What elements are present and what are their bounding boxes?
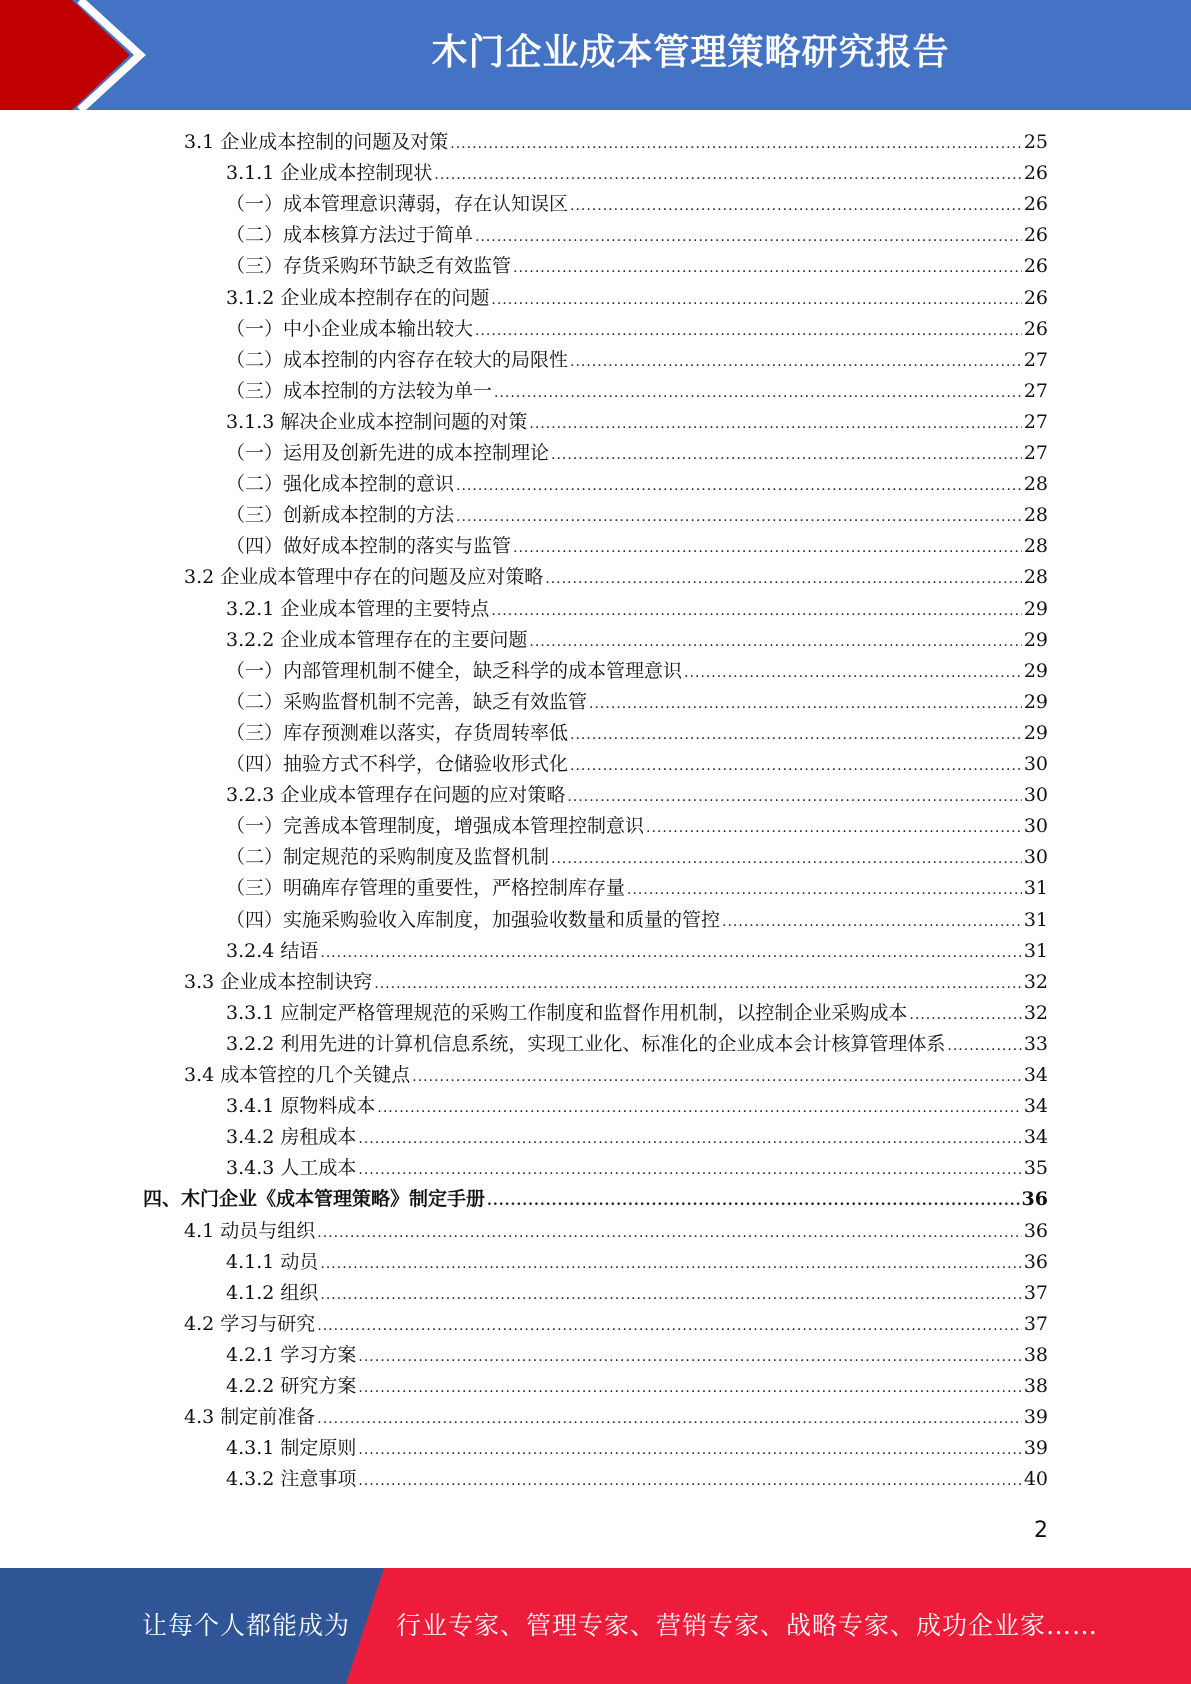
toc-dot-leader: [475, 222, 1022, 253]
toc-entry[interactable]: [184, 1309, 1048, 1340]
footer-banner: [0, 1568, 1191, 1684]
toc-entry-page: 26: [1023, 193, 1048, 216]
toc-dot-leader: [317, 1218, 1022, 1249]
toc-entry-page: 26: [1023, 317, 1048, 340]
toc-entry-page: 29: [1023, 721, 1048, 744]
toc-entry-page: 27: [1023, 442, 1048, 464]
header-bar: [0, 0, 1191, 110]
toc-entry-page: 38: [1023, 1343, 1048, 1366]
toc-dot-leader: [494, 378, 1022, 409]
toc-entry-title: （四）做好成本控制的落实与监管: [226, 535, 512, 558]
toc-entry[interactable]: [226, 500, 1048, 531]
toc-entry-title: 4.1.1 动员: [226, 1250, 319, 1273]
toc-entry-page: 37: [1023, 1281, 1048, 1304]
toc-dot-leader: [947, 1031, 1021, 1062]
toc-entry-page: 28: [1023, 535, 1048, 558]
toc-entry-page: 26: [1023, 162, 1048, 185]
toc-dot-leader: [567, 782, 1021, 813]
toc-entry[interactable]: [226, 1433, 1048, 1464]
toc-entry-title: 四、木门企业《成本管理策略》制定手册: [143, 1188, 486, 1211]
toc-entry-title: 4.1 动员与组织: [184, 1219, 316, 1242]
toc-entry-title: （一）成本管理意识薄弱，存在认知误区: [226, 193, 569, 216]
toc-dot-leader: [545, 564, 1022, 595]
toc-entry[interactable]: [226, 687, 1048, 718]
toc-entry[interactable]: [226, 314, 1048, 345]
toc-entry[interactable]: [184, 1402, 1048, 1433]
toc-dot-leader: [491, 285, 1021, 316]
toc-entry-page: 29: [1023, 597, 1048, 620]
toc-entry-title: （四）实施采购验收入库制度，加强验收数量和质量的管控: [226, 908, 721, 931]
toc-entry[interactable]: [226, 1153, 1048, 1184]
toc-entry[interactable]: [226, 998, 1048, 1029]
toc-dot-leader: [487, 1186, 1020, 1217]
toc-entry-title: （一）运用及创新先进的成本控制理论: [226, 442, 550, 464]
toc-entry-page: 26: [1023, 255, 1048, 278]
toc-entry-page: 30: [1023, 784, 1048, 807]
toc-entry-page: 33: [1023, 1032, 1048, 1055]
toc-dot-leader: [358, 1435, 1021, 1466]
toc-entry-title: 3.4.1 原物料成本: [226, 1095, 376, 1118]
toc-entry-title: 3.1.1 企业成本控制现状: [226, 162, 433, 185]
toc-entry-title: （三）库存预测难以落实，存货周转率低: [226, 721, 569, 744]
toc-dot-leader: [570, 751, 1022, 782]
toc-entry[interactable]: [226, 1371, 1048, 1402]
toc-entry-title: （二）强化成本控制的意识: [226, 473, 455, 496]
toc-entry[interactable]: [184, 967, 1048, 998]
toc-entry[interactable]: [184, 127, 1048, 158]
toc-entry[interactable]: [226, 158, 1048, 189]
toc-entry-title: 3.1.2 企业成本控制存在的问题: [226, 286, 490, 309]
toc-dot-leader: [434, 160, 1021, 191]
toc-dot-leader: [358, 1342, 1021, 1373]
toc-entry-page: 27: [1023, 348, 1048, 371]
toc-entry-title: 3.4 成本管控的几个关键点: [184, 1064, 411, 1086]
toc-entry-page: 26: [1023, 286, 1048, 309]
toc-entry-title: （二）成本核算方法过于简单: [226, 224, 474, 247]
toc-entry[interactable]: [226, 1340, 1048, 1371]
toc-entry-page: 27: [1023, 379, 1048, 402]
toc-entry-page: 32: [1023, 970, 1048, 993]
page-number: 2: [1034, 1518, 1048, 1543]
toc-entry-title: （一）中小企业成本输出较大: [226, 317, 474, 340]
toc-entry[interactable]: [226, 1091, 1048, 1122]
toc-entry-page: 36: [1021, 1188, 1048, 1211]
toc-entry[interactable]: [184, 1216, 1048, 1247]
toc-entry-title: （一）完善成本管理制度，增强成本管理控制意识: [226, 815, 645, 838]
toc-dot-leader: [551, 844, 1022, 875]
toc-entry[interactable]: [184, 1060, 1048, 1091]
toc-entry-title: 3.2.1 企业成本管理的主要特点: [226, 597, 490, 620]
toc-entry-page: 31: [1023, 908, 1048, 931]
toc-dot-leader: [684, 658, 1022, 689]
toc-dot-leader: [570, 720, 1022, 751]
toc-entry-page: 28: [1023, 473, 1048, 496]
toc-entry[interactable]: [226, 251, 1048, 282]
toc-entry-title: 4.3 制定前准备: [184, 1406, 316, 1429]
toc-entry[interactable]: [226, 469, 1048, 500]
toc-dot-leader: [491, 596, 1021, 627]
toc-entry-page: 35: [1023, 1157, 1048, 1180]
toc-entry-title: （三）创新成本控制的方法: [226, 504, 455, 527]
toc-entry-page: 27: [1023, 410, 1048, 433]
toc-dot-leader: [627, 875, 1022, 906]
toc-entry-page: 29: [1023, 659, 1048, 682]
toc-entry[interactable]: [226, 936, 1048, 967]
toc-entry-page: 28: [1023, 504, 1048, 527]
toc-entry[interactable]: [226, 811, 1048, 842]
toc-entry-title: （四）抽验方式不科学，仓储验收形式化: [226, 753, 569, 775]
toc-dot-leader: [570, 347, 1022, 378]
toc-entry-page: 25: [1023, 131, 1048, 153]
toc-dot-leader: [320, 1280, 1021, 1311]
toc-entry-page: 31: [1023, 877, 1048, 900]
toc-entry-title: 3.2.3 企业成本管理存在问题的应对策略: [226, 784, 566, 807]
toc-entry-title: 3.4.2 房租成本: [226, 1126, 357, 1149]
toc-dot-leader: [358, 1373, 1021, 1404]
toc-entry-title: 3.1.3 解决企业成本控制问题的对策: [226, 410, 528, 433]
toc-dot-leader: [529, 409, 1021, 440]
toc-entry[interactable]: [226, 1122, 1048, 1153]
toc-entry[interactable]: [143, 1184, 1048, 1215]
toc-dot-leader: [317, 1404, 1022, 1435]
toc-dot-leader: [551, 440, 1022, 471]
toc-dot-leader: [320, 938, 1021, 969]
toc-entry-page: 36: [1023, 1250, 1048, 1273]
toc-entry-title: 4.3.2 注意事项: [226, 1468, 357, 1491]
toc-entry[interactable]: [226, 780, 1048, 811]
footer-slogan-left: 让每个人都能成为: [142, 1611, 351, 1640]
toc-entry[interactable]: [226, 1278, 1048, 1309]
toc-entry[interactable]: [226, 842, 1048, 873]
toc-entry-page: 30: [1023, 753, 1048, 775]
toc-dot-leader: [374, 969, 1022, 1000]
toc-entry-title: （二）成本控制的内容存在较大的局限性: [226, 348, 569, 371]
header-red-arrow: [0, 0, 130, 110]
toc-entry-title: 4.2.1 学习方案: [226, 1343, 357, 1366]
toc-dot-leader: [320, 1249, 1021, 1280]
toc-entry[interactable]: [226, 438, 1048, 469]
toc-dot-leader: [317, 1311, 1022, 1342]
toc-entry-title: 4.1.2 组织: [226, 1281, 319, 1304]
toc-entry-page: 32: [1023, 1001, 1048, 1024]
toc-dot-leader: [358, 1124, 1021, 1155]
toc-dot-leader: [646, 813, 1022, 844]
toc-dot-leader: [450, 129, 1022, 160]
toc-dot-leader: [377, 1093, 1021, 1124]
toc-dot-leader: [513, 253, 1022, 284]
toc-dot-leader: [358, 1155, 1021, 1186]
header-arrow-decoration: [0, 0, 160, 110]
toc-entry-title: 4.2.2 研究方案: [226, 1375, 357, 1397]
toc-entry[interactable]: [226, 376, 1048, 407]
toc-entry-title: 3.2 企业成本管理中存在的问题及应对策略: [184, 566, 544, 589]
toc-entry-page: 40: [1023, 1468, 1048, 1491]
toc-entry-title: 3.1 企业成本控制的问题及对策: [184, 131, 449, 153]
toc-entry[interactable]: [226, 718, 1048, 749]
toc-dot-leader: [358, 1466, 1021, 1497]
toc-entry-page: 39: [1023, 1406, 1048, 1429]
toc-dot-leader: [529, 627, 1021, 658]
toc-entry[interactable]: [226, 220, 1048, 251]
toc-entry-title: 3.3 企业成本控制诀窍: [184, 970, 373, 993]
toc-entry[interactable]: [226, 283, 1048, 314]
toc-entry[interactable]: [226, 531, 1048, 562]
toc-entry[interactable]: [226, 594, 1048, 625]
toc-entry-title: （一）内部管理机制不健全，缺乏科学的成本管理意识: [226, 659, 683, 682]
toc-dot-leader: [722, 907, 1022, 938]
toc-entry-title: 3.3.1 应制定严格管理规范的采购工作制度和监督作用机制，以控制企业采购成本: [226, 1001, 908, 1024]
toc-entry[interactable]: [226, 1464, 1048, 1495]
toc-entry-page: 30: [1023, 846, 1048, 869]
toc-entry-title: （二）采购监督机制不完善，缺乏有效监管: [226, 690, 588, 713]
toc-entry-page: 38: [1023, 1375, 1048, 1397]
toc-entry-page: 36: [1023, 1219, 1048, 1242]
toc-entry[interactable]: [226, 189, 1048, 220]
toc-entry-page: 29: [1023, 628, 1048, 651]
toc-entry-title: （三）成本控制的方法较为单一: [226, 379, 493, 402]
toc-entry-page: 30: [1023, 815, 1048, 838]
toc-entry-title: 3.2.2 企业成本管理存在的主要问题: [226, 628, 528, 651]
footer-slogan-right: 行业专家、管理专家、营销专家、战略专家、成功企业家……: [396, 1611, 1099, 1640]
toc-entry[interactable]: [226, 656, 1048, 687]
toc-dot-leader: [412, 1062, 1022, 1093]
toc-entry-page: 37: [1023, 1312, 1048, 1335]
toc-entry-title: （三）明确库存管理的重要性，严格控制库存量: [226, 877, 626, 900]
toc-entry-title: （三）存货采购环节缺乏有效监管: [226, 255, 512, 278]
toc-entry-page: 39: [1023, 1437, 1048, 1460]
toc-entry-page: 29: [1023, 690, 1048, 713]
toc-entry-title: 4.3.1 制定原则: [226, 1437, 357, 1460]
toc-entry[interactable]: [226, 1247, 1048, 1278]
toc-entry[interactable]: [226, 873, 1048, 904]
toc-entry-page: 28: [1023, 566, 1048, 589]
toc-entry[interactable]: [226, 749, 1048, 780]
toc-entry-page: 31: [1023, 939, 1048, 962]
toc-entry[interactable]: [184, 562, 1048, 593]
toc-dot-leader: [475, 316, 1022, 347]
toc-dot-leader: [589, 689, 1022, 720]
toc-entry[interactable]: [226, 345, 1048, 376]
toc-entry[interactable]: [226, 1029, 1048, 1060]
toc-dot-leader: [456, 471, 1022, 502]
toc-entry-title: 3.2.2 利用先进的计算机信息系统，实现工业化、标准化的企业成本会计核算管理体系: [226, 1032, 946, 1055]
toc-entry-title: 4.2 学习与研究: [184, 1312, 316, 1335]
toc-entry-title: 3.4.3 人工成本: [226, 1157, 357, 1180]
toc-entry-page: 34: [1023, 1126, 1048, 1149]
toc-entry[interactable]: [226, 625, 1048, 656]
toc-entry[interactable]: [226, 407, 1048, 438]
toc-entry-title: （二）制定规范的采购制度及监督机制: [226, 846, 550, 869]
toc-dot-leader: [570, 191, 1022, 222]
toc-entry-page: 34: [1023, 1095, 1048, 1118]
toc-entry-page: 34: [1023, 1064, 1048, 1086]
toc-entry-title: 3.2.4 结语: [226, 939, 319, 962]
toc-entry[interactable]: [226, 905, 1048, 936]
toc-dot-leader: [456, 502, 1022, 533]
report-title: 木门企业成本管理策略研究报告: [431, 32, 950, 73]
toc-dot-leader: [909, 1000, 1021, 1031]
toc-entry-page: 26: [1023, 224, 1048, 247]
toc-dot-leader: [513, 533, 1022, 564]
